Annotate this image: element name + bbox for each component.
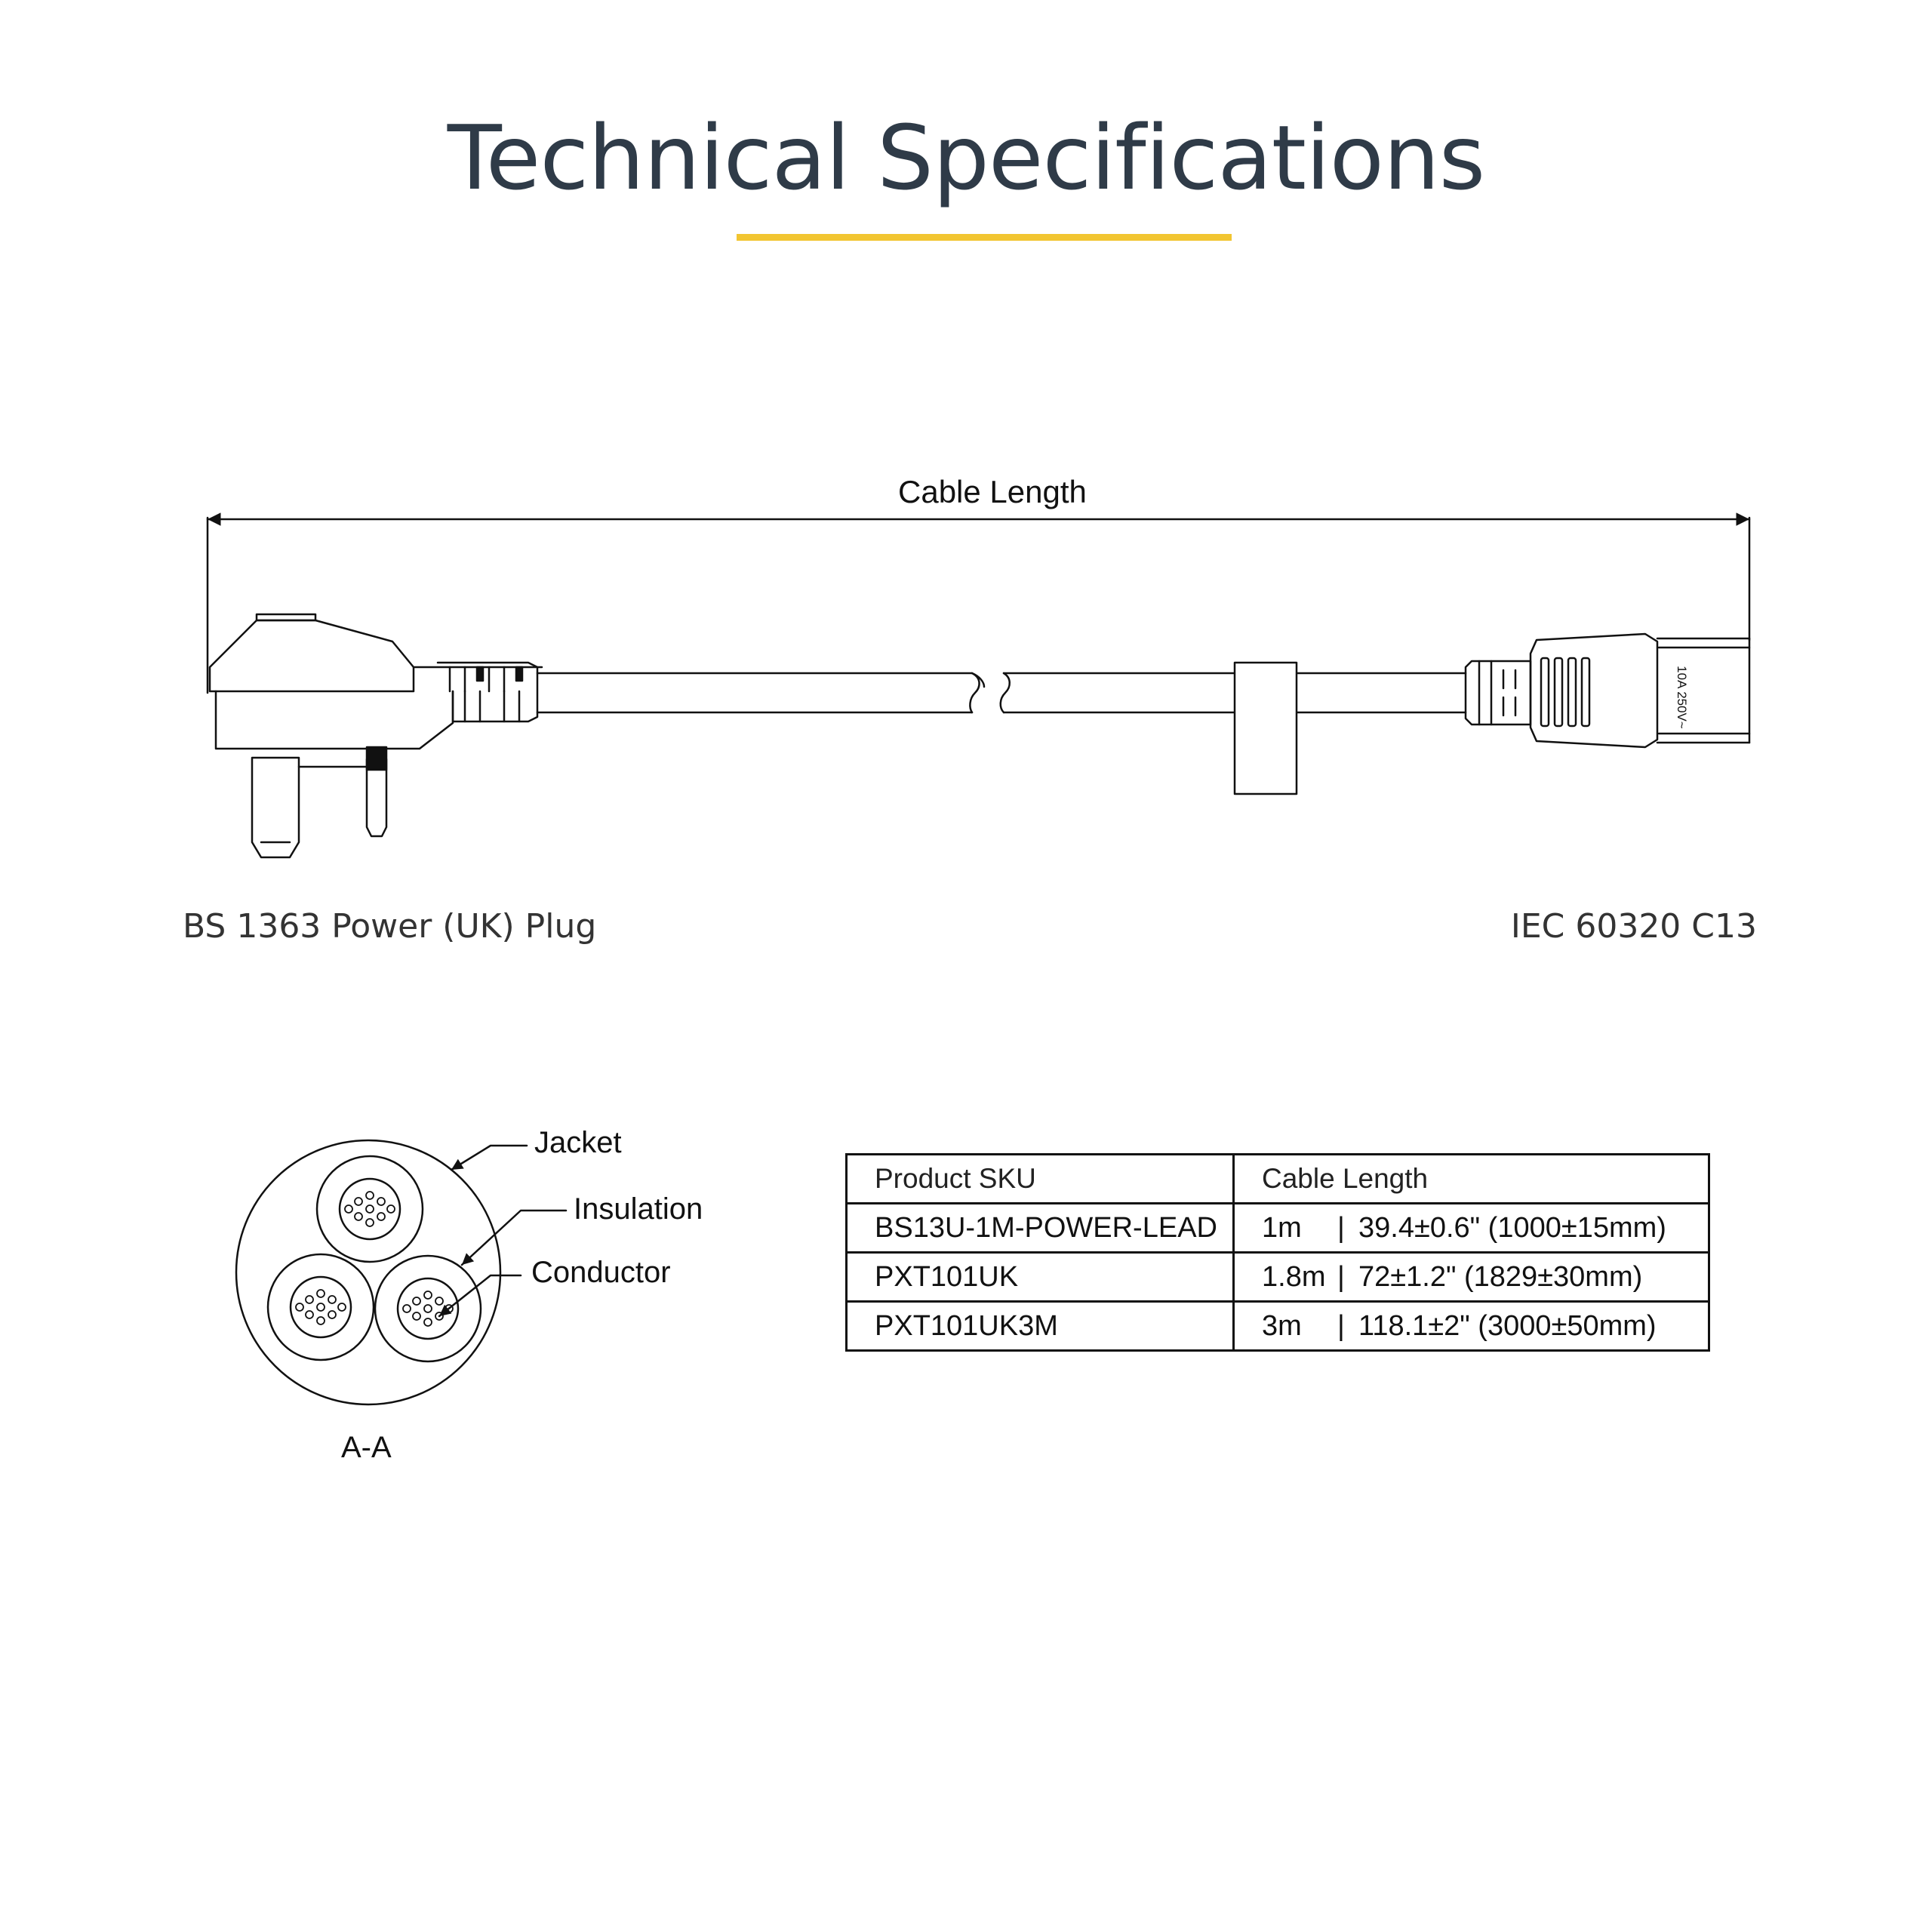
length-value: 3m bbox=[1262, 1309, 1302, 1342]
c13-connector bbox=[1466, 634, 1749, 747]
length-detail: 118.1±2" (3000±50mm) bbox=[1358, 1309, 1657, 1342]
length-value: 1.8m bbox=[1262, 1260, 1326, 1293]
separator: | bbox=[1337, 1260, 1345, 1293]
conductor-callout: Conductor bbox=[531, 1256, 671, 1289]
uk-plug bbox=[210, 614, 542, 857]
length-value: 1m bbox=[1262, 1211, 1302, 1244]
table-header-row bbox=[847, 1155, 1709, 1204]
length-detail: 39.4±0.6" (1000±15mm) bbox=[1358, 1211, 1666, 1244]
section-label: A-A bbox=[341, 1431, 392, 1464]
header-sku: Product SKU bbox=[847, 1155, 1234, 1204]
table-row bbox=[847, 1302, 1709, 1351]
cable-length-label: Cable Length bbox=[898, 474, 1087, 509]
cable-cross-section bbox=[236, 1140, 566, 1404]
length-detail: 72±1.2" (1829±30mm) bbox=[1358, 1260, 1643, 1293]
length-cell bbox=[1234, 1253, 1709, 1302]
separator: | bbox=[1337, 1211, 1345, 1244]
sku-cell: BS13U-1M-POWER-LEAD bbox=[847, 1204, 1234, 1253]
jacket-callout: Jacket bbox=[534, 1126, 622, 1159]
sku-cell: PXT101UK3M bbox=[847, 1302, 1234, 1351]
table-row bbox=[847, 1204, 1709, 1253]
length-cell bbox=[1234, 1204, 1709, 1253]
header-length: Cable Length bbox=[1234, 1155, 1709, 1204]
cable-body bbox=[537, 663, 1466, 794]
insulation-callout: Insulation bbox=[574, 1192, 703, 1226]
sku-cell: PXT101UK bbox=[847, 1253, 1234, 1302]
table-row bbox=[847, 1253, 1709, 1302]
spec-table bbox=[845, 1153, 1710, 1352]
rating-text: 10A 250V~ bbox=[1674, 666, 1689, 729]
separator: | bbox=[1337, 1309, 1345, 1342]
length-cell bbox=[1234, 1302, 1709, 1351]
c13-label: IEC 60320 C13 bbox=[1510, 907, 1757, 946]
uk-plug-label: BS 1363 Power (UK) Plug bbox=[183, 907, 597, 946]
page-title: Technical Specifications bbox=[447, 106, 1485, 210]
